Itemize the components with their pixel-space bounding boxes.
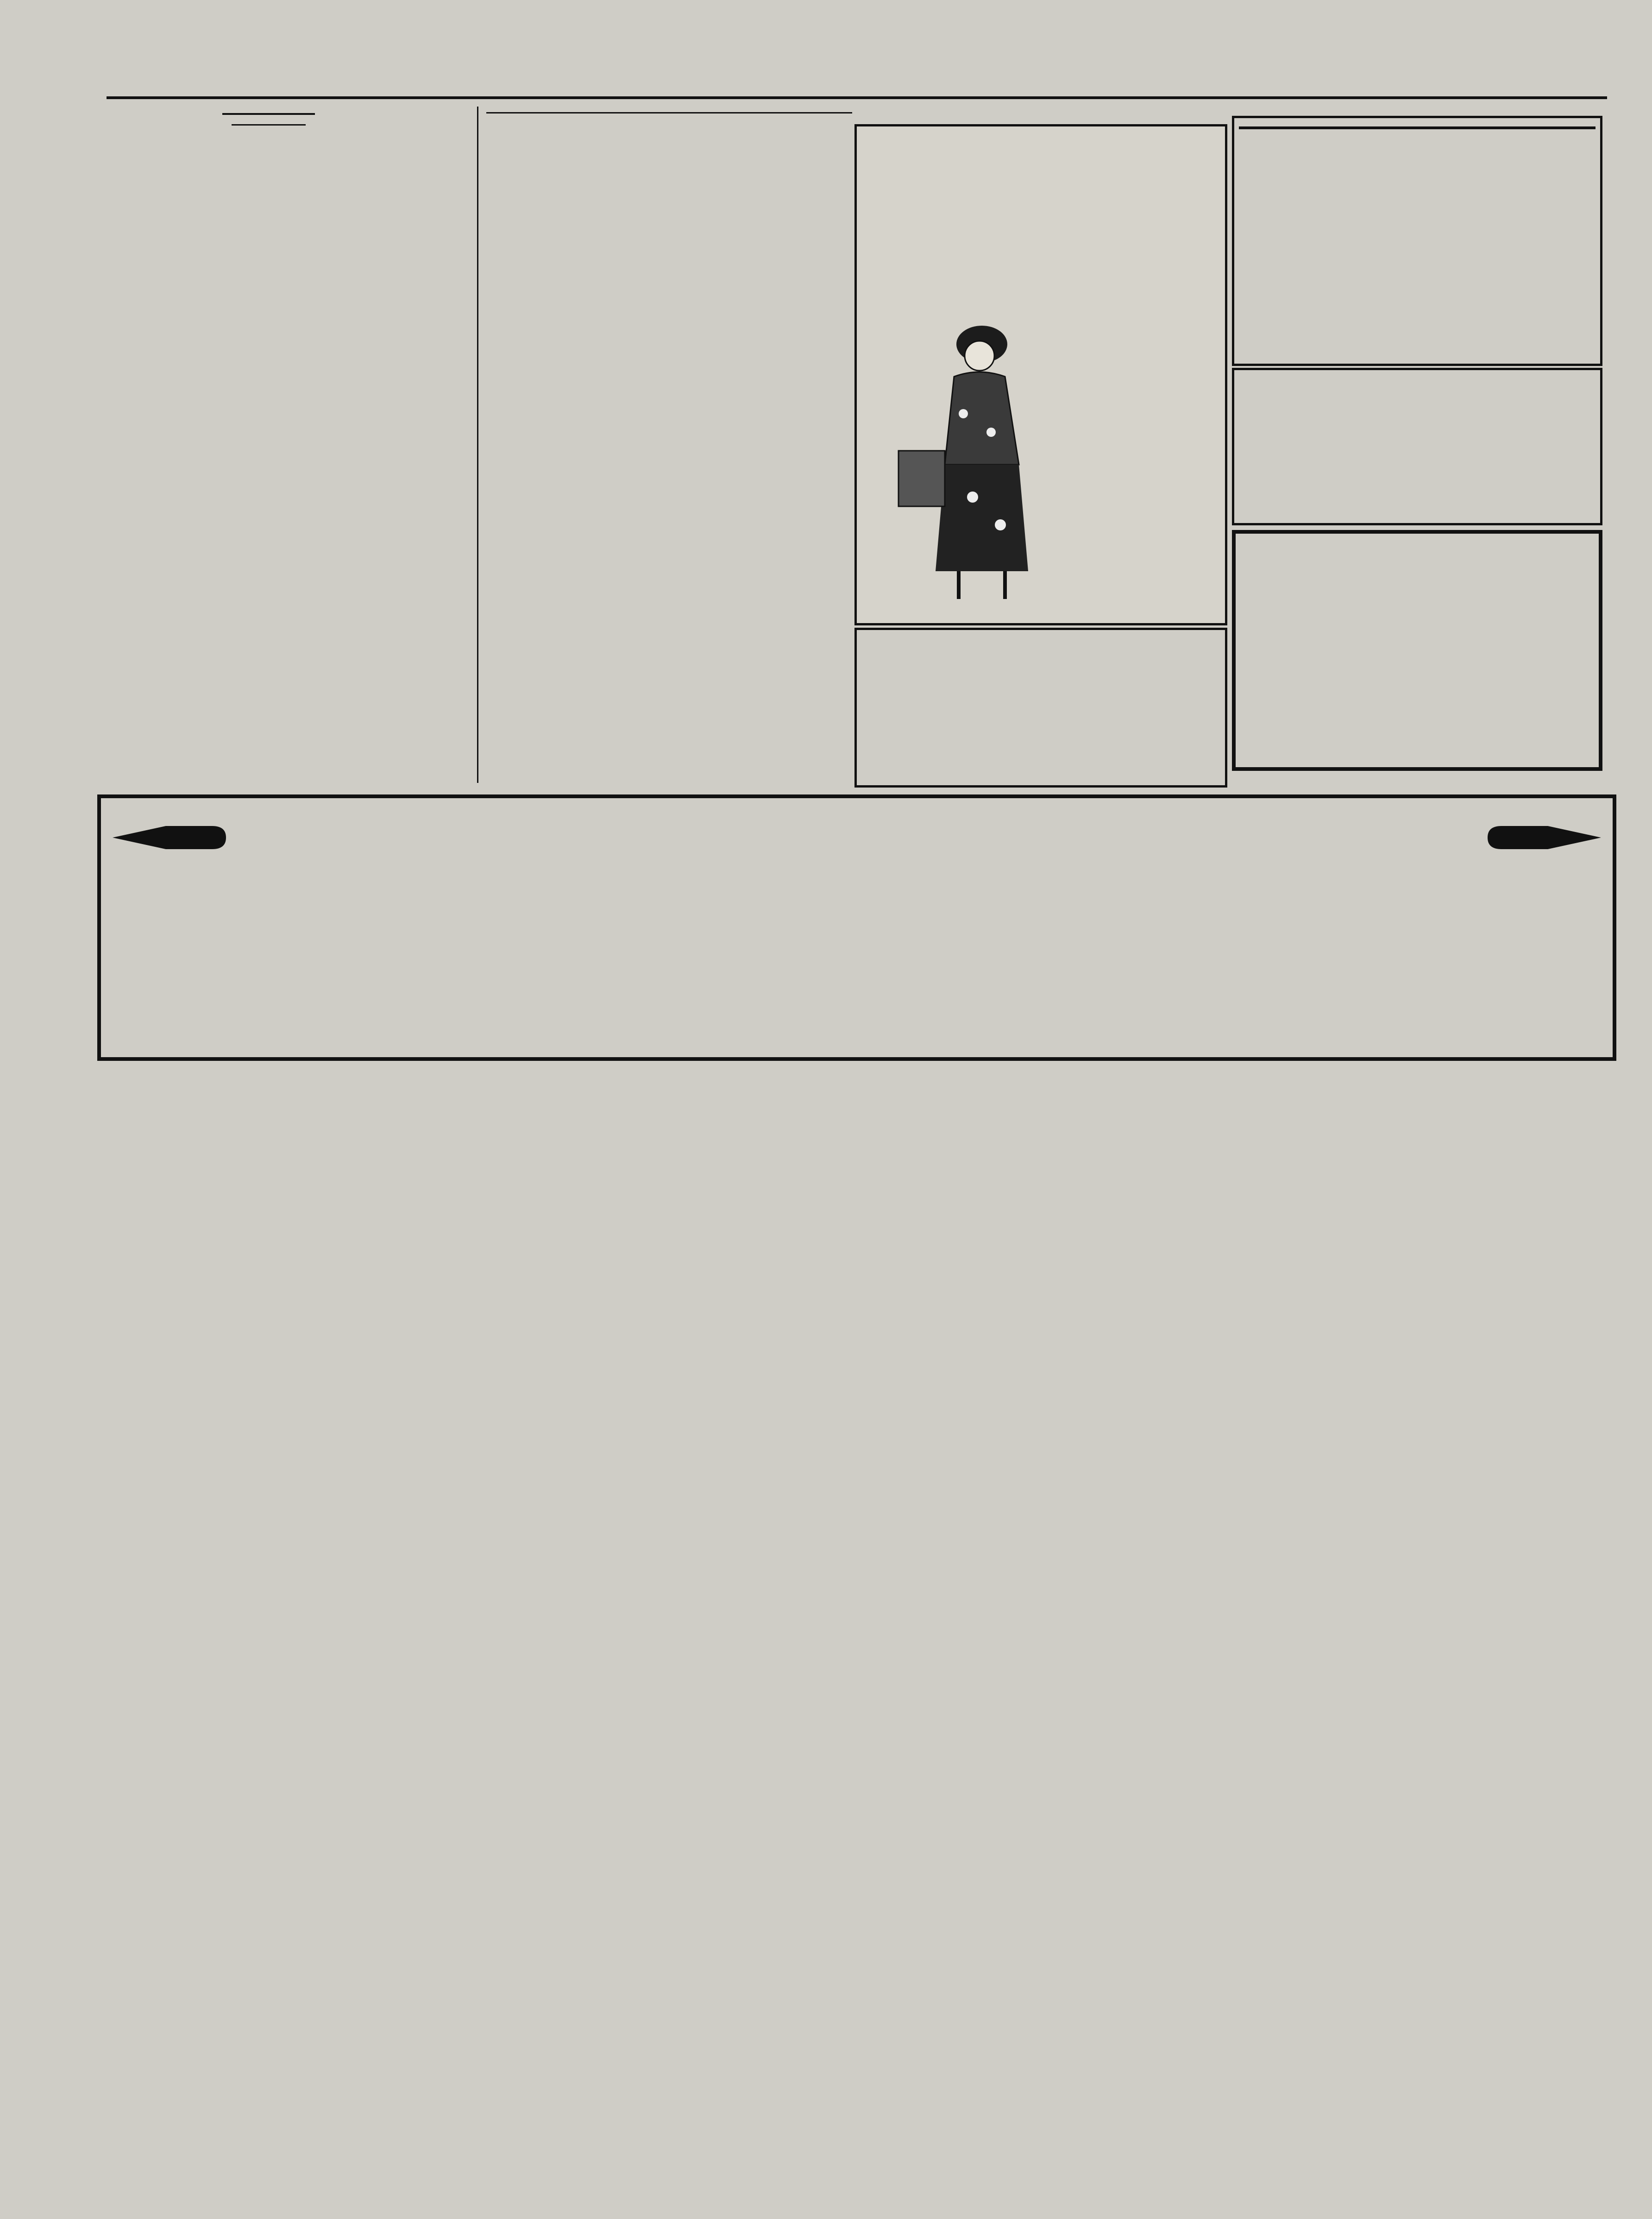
divider — [222, 113, 315, 115]
column-2 — [486, 107, 852, 119]
bade-advertisement — [854, 124, 1227, 625]
divider — [486, 112, 852, 113]
header-rule — [107, 96, 1607, 99]
death-notice — [1232, 530, 1602, 771]
pointing-hand-left-icon — [110, 817, 231, 858]
divider — [232, 124, 306, 126]
column-rule — [477, 107, 478, 783]
pointing-hand-right-icon — [1483, 817, 1603, 858]
kamm-title — [1239, 126, 1595, 129]
tombola-advertisement — [854, 628, 1227, 788]
column-1 — [104, 107, 433, 135]
pass-visa-box — [1232, 368, 1602, 525]
traub-banner-ad — [97, 794, 1616, 1061]
column-4-ads — [1232, 116, 1602, 771]
welt-panorama-box — [1232, 116, 1602, 366]
woman-illustration — [889, 312, 1047, 618]
